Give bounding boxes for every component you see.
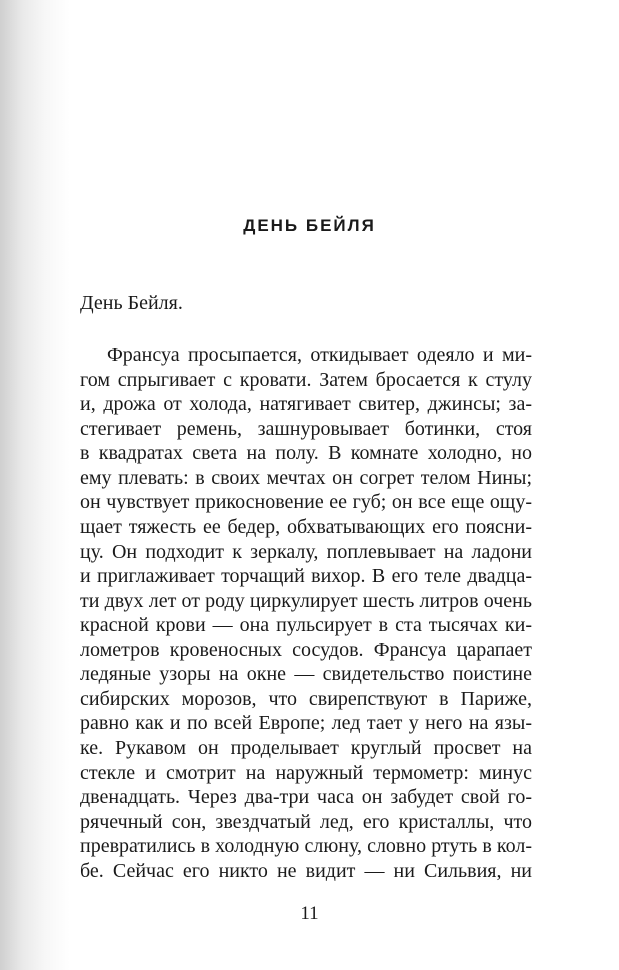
text-line: бе. Сейчас его никто не видит — ни Сильвия, ни (80, 859, 532, 882)
text-line: щает тяжесть ее бедер, обхватывающих его поясни- (80, 515, 532, 538)
text-line: рячечный сон, звездчатый лед, его кристаллы, что (80, 810, 532, 833)
lead-paragraph: День Бейля. (80, 292, 183, 314)
text-line: ке. Рукавом он проделывает круглый просвет на (80, 737, 532, 759)
text-line: стегивает ремень, зашнуровывает ботинки, стоя (80, 417, 532, 440)
text-line: ему плевать: в своих мечтах он согрет телом Нины; (80, 466, 532, 489)
text-line: двенадцать. Через два-три часа он забудет свой го- (80, 786, 532, 809)
text-line: цу. Он подходит к зеркалу, поплевывает на ладони (80, 540, 532, 563)
text-line: он чувствует прикосновение ее губ; он все еще ощу- (80, 491, 532, 514)
text-line: стекле и смотрит на наружный термометр: минус (80, 761, 532, 784)
body-paragraph (80, 343, 532, 883)
text-line: равно как и по всей Европе; лед тает у него на язы- (80, 712, 532, 735)
text-line: ти двух лет от роду циркулирует шесть литров очень (80, 589, 532, 612)
text-line: красной крови — она пульсирует в ста тысячах ки- (80, 614, 532, 637)
text-line: и, дрожа от холода, натягивает свитер, джинсы; за- (80, 393, 532, 416)
text-line: Франсуа просыпается, откидывает одеяло и ми- (107, 344, 532, 366)
text-line: лометров кровеносных сосудов. Франсуа царапает (80, 638, 532, 661)
text-line: превратились в холодную слюну, словно ртуть в кол- (80, 835, 532, 858)
page-number: 11 (300, 903, 319, 924)
text-line: в квадратах света на полу. В комнате холодно, но (80, 442, 532, 465)
text-line: и приглаживает торчащий вихор. В его теле двадца- (80, 565, 532, 588)
text-line: ледяные узоры на окне — свидетельство поистине (80, 663, 532, 686)
text-line: гом спрыгивает с кровати. Затем бросается к стулу (80, 368, 532, 391)
chapter-title: ДЕНЬ БЕЙЛЯ (243, 216, 376, 235)
text-line: сибирских морозов, что свирепствуют в Париже, (80, 687, 532, 710)
